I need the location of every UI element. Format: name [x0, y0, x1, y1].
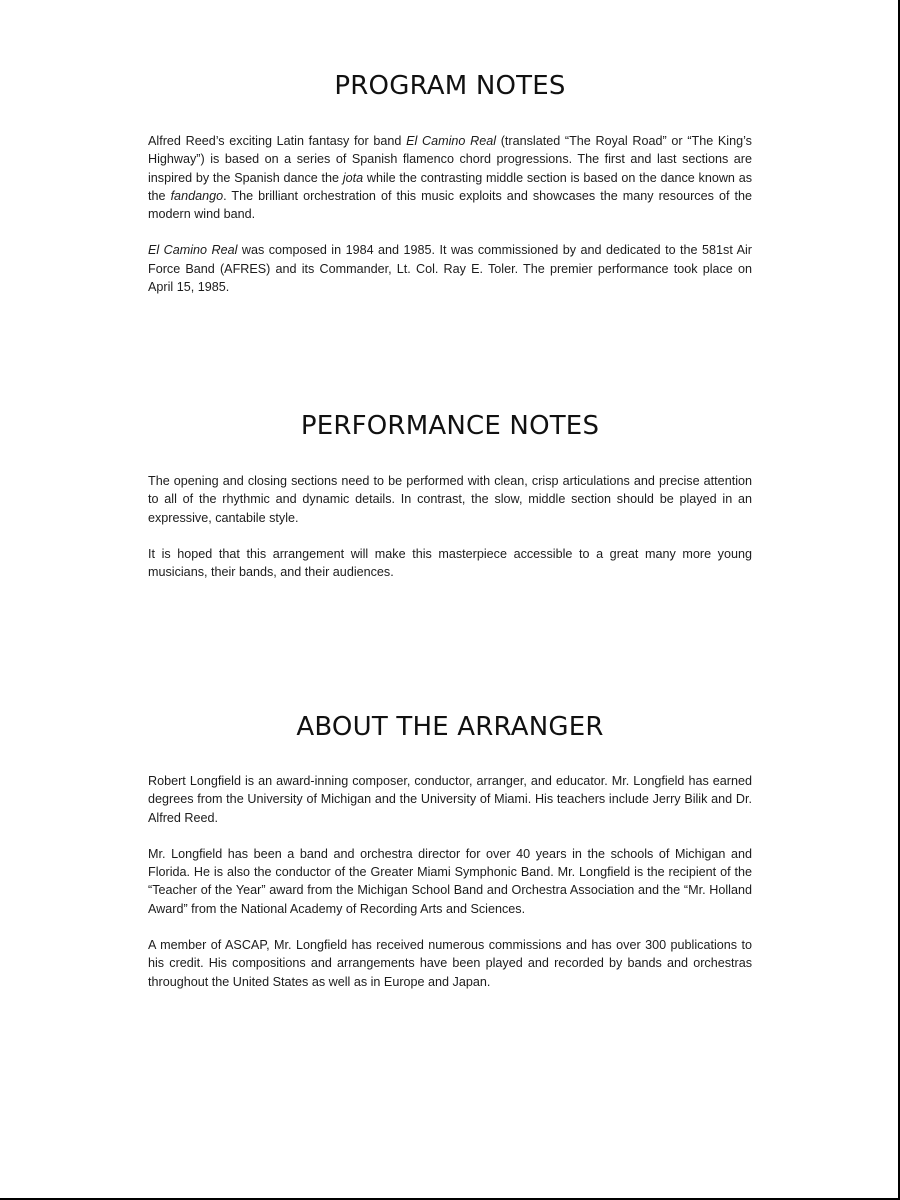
- italic-term: fandango: [170, 188, 224, 203]
- italic-term: jota: [342, 170, 364, 185]
- performance-notes-heading: PERFORMANCE NOTES: [300, 411, 600, 441]
- about-arranger-paragraph-2: Mr. Longfield has been a band and orchestra director for over 40 years in the schools of Michigan and Florida. He is also the conductor of the Greater Miami Symphonic Band. Mr. Longfield is the recipient of the “Teacher of the Year” award from the Michigan School Band and Orchestra Association and the “Mr. Holland Award” from the National Academy of Recording Arts and Sciences.: [148, 846, 752, 916]
- performance-notes-paragraph-2: It is hoped that this arrangement will make this masterpiece accessible to a great many more young musicians, their bands, and their audiences.: [148, 546, 752, 580]
- italic-title: El Camino Real: [148, 243, 238, 258]
- program-notes-paragraph-2: [148, 241, 752, 296]
- about-arranger-section: [148, 714, 752, 991]
- about-arranger-paragraph-1: Robert Longfield is an award-inning composer, conductor, arranger, and educator. Mr. Longfield has earned degrees from the University of Michigan and the University of Miami. His teachers include Jerry Bilik and Dr. Alfred Reed.: [148, 774, 752, 825]
- program-notes-section: [148, 73, 752, 296]
- about-arranger-paragraph-3: A member of ASCAP, Mr. Longfield has received numerous commissions and has over 300 publications to his credit. His compositions and arrangements have been played and recorded by bands and orchestras throughout the United States as well as in Europe and Japan.: [148, 938, 752, 989]
- program-notes-heading: PROGRAM NOTES: [334, 71, 566, 101]
- text-run: . The brilliant orchestration of this music exploits and showcases the many resources of the modern wind band.: [148, 188, 752, 222]
- text-run: (translated “The Royal Road” or “The King’s Highway”) is based on a series of Spanish flamenco chord progressions. The first and last sections are inspired by the Spanish dance the: [148, 134, 752, 185]
- program-notes-paragraph-1: [148, 132, 752, 223]
- italic-title: El Camino Real: [406, 134, 497, 148]
- performance-notes-section: [148, 413, 752, 581]
- about-arranger-heading: ABOUT THE ARRANGER: [296, 712, 604, 742]
- performance-notes-paragraph-1: The opening and closing sections need to be performed with clean, crisp articulations and precise attention to all of the rhythmic and dynamic details. In contrast, the slow, middle section should be played in an expressive, cantabile style.: [148, 474, 752, 525]
- text-run: was composed in 1984 and 1985. It was commissioned by and dedicated to the 581st Air Force Band (AFRES) and its Commander, Lt. Col. Ray E. Toler. The premier performance took place on April 15, 1985.: [148, 243, 752, 295]
- text-run: Alfred Reed’s exciting Latin fantasy for band: [148, 134, 407, 148]
- text-run: while the contrasting middle section is based on the dance known as the: [148, 170, 752, 203]
